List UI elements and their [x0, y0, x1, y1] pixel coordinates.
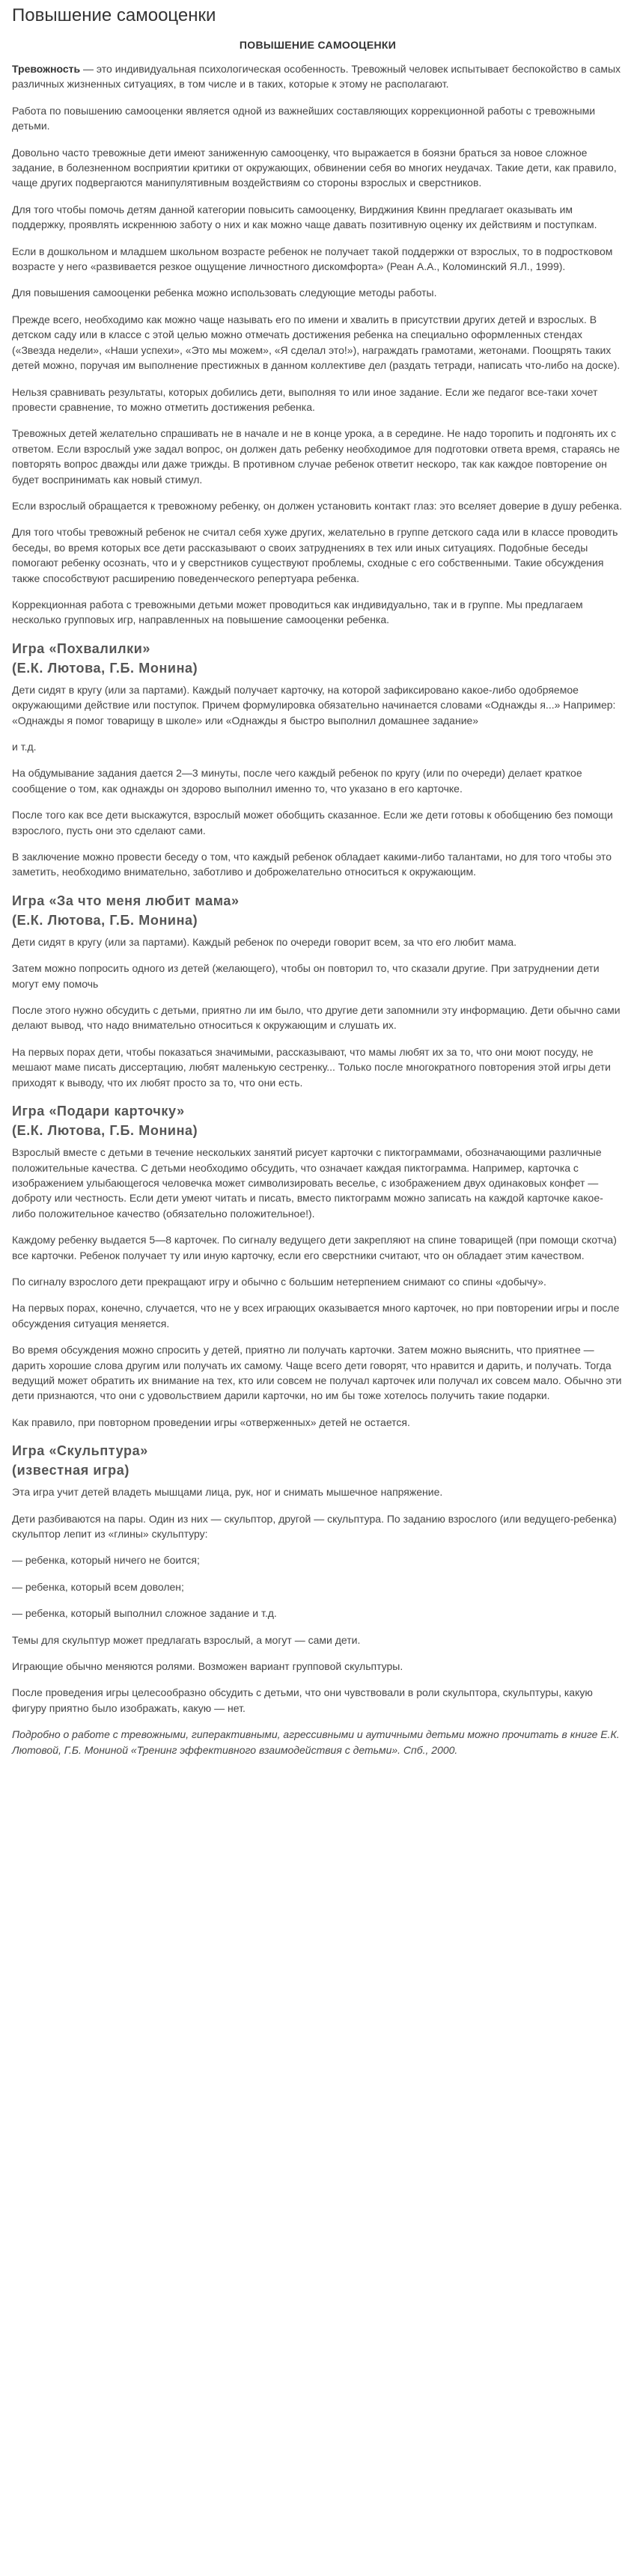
game-body	[12, 1145, 624, 1430]
game-body	[12, 1633, 624, 1716]
paragraph: Во время обсуждения можно спросить у детей, приятно ли получать карточки. Затем можно выяснить, что приятнее — дарить хорошие слова другим или получать их самому. Чаще всего дети говорят, что нравится и дарить, и получать. Тогда ведущий может обратить их внимание на тех, кто или совсем не получал карточек или получал их совсем мало. Обычно эти дети признаются, что они с удовольствием дарили карточки, но им бы тоже хотелось получить такие подарки.	[12, 1344, 622, 1402]
intro-term: Тревожность	[12, 63, 81, 75]
paragraph: Для того чтобы помочь детям данной категории повысить самооценку, Вирджиния Квинн предлагает оказывать им поддержку, проявлять искреннюю заботу о них и как можно чаще давать позитивную оценку их действиям и поступкам.	[12, 203, 597, 231]
game-give-card	[12, 1101, 624, 1430]
game-body	[12, 934, 624, 1090]
game-mom-loves	[12, 891, 624, 1090]
paragraph: Эта игра учит детей владеть мышцами лица, рук, ног и снимать мышечное напряжение.	[12, 1486, 443, 1499]
page-title: Повышение самооценки	[12, 5, 216, 25]
paragraph: Играющие обычно меняются ролями. Возможен вариант групповой скульптуры.	[12, 1660, 403, 1673]
paragraph: Затем можно попросить одного из детей (желающего), чтобы он повторил то, что сказали другие. При затруднении дети могут ему помочь	[12, 962, 600, 990]
paragraph: Если в дошкольном и младшем школьном возрасте ребенок не получает такой поддержки от взрослых, то в подростковом возрасте у него «развивается резкое ощущение личностного дискомфорта» (Реан А.А., Коломинский Я.Л., 1999).	[12, 245, 613, 273]
paragraph: и т.д.	[12, 741, 37, 753]
game-title: Игра «Подари карточку»	[12, 1104, 185, 1119]
game-author: (известная игра)	[12, 1463, 129, 1478]
paragraph: На обдумывание задания дается 2—3 минуты, после чего каждый ребенок по кругу (или по очереди) делает краткое сообщение о том, как однажды он здорово выполнил именно то, что указано в его карточке.	[12, 767, 582, 795]
paragraph: Прежде всего, необходимо как можно чаще называть его по имени и хвалить в присутствии других детей и взрослых. В детском саду или в классе с этой целью можно отмечать достижения ребенка на специально оформленных стендах («Звезда недели», «Наши успехи», «Это мы можем», «Я сделал это!»), награждать грамотами, жетонами. Поощрять таких детей можно, поручая им выполнение престижных в данном коллективе дел (раздать тетради, написать что-либо на доске).	[12, 313, 621, 372]
paragraph: После проведения игры целесообразно обсудить с детьми, что они чувствовали в роли скульптора, скульптуры, какую фигуру приятно было изображать, какую — нет.	[12, 1686, 593, 1714]
intro-section	[12, 103, 624, 628]
paragraph: На первых порах дети, чтобы показаться значимыми, рассказывают, что мамы любят их за то, что они моют посуду, не мешают маме писать диссертацию, любят маленькую сестренку... Только после многократного повторения этой игры дети приходят к выводу, что их любят просто за то, что они есть.	[12, 1045, 611, 1089]
game-author: (Е.К. Лютова, Г.Б. Монина)	[12, 912, 198, 928]
paragraph: После того как все дети выскажутся, взрослый может обобщить сказанное. Если же дети готовы к обобщению без помощи взрослого, пусть они это сделают сами.	[12, 809, 613, 836]
paragraph: Дети сидят в кругу (или за партами). Каждый ребенок по очереди говорит всем, за что его любит мама.	[12, 935, 517, 948]
paragraph: В заключение можно провести беседу о том, что каждый ребенок обладает какими-либо талантами, но для того чтобы это заметить, необходимо внимательно, заботливо и доброжелательно относиться к окружающим.	[12, 851, 612, 878]
intro-text: — это индивидуальная психологическая особенность. Тревожный человек испытывает беспокойство в самых различных жизненных ситуациях, в том числе и в таких, которые к этому не располагают.	[12, 63, 621, 91]
paragraph: Если взрослый обращается к тревожному ребенку, он должен установить контакт глаз: это вселяет доверие в душу ребенка.	[12, 499, 622, 512]
game-author: (Е.К. Лютова, Г.Б. Монина)	[12, 660, 198, 676]
book-credit: Подробно о работе с тревожными, гиперактивными, агрессивными и аутичными детьми можно прочитать в книге Е.К. Лютовой, Г.Б. Мониной «Тренинг эффективного взаимодействия с детьми». Спб., 2000.	[12, 1728, 620, 1756]
paragraph: Тревожных детей желательно спрашивать не в начале и не в конце урока, а в середине. Не надо торопить и подгонять их с ответом. Если взрослый уже задал вопрос, он должен дать ребенку необходимое для подготовки ответа время, стараясь не повторять вопрос дважды или даже трижды. В противном случае ребенок ответит нескоро, так как каждое повторение он будет воспринимать как новый стимул.	[12, 427, 621, 486]
paragraph: Нельзя сравнивать результаты, которых добились дети, выполняя то или иное задание. Если же педагог все-таки хочет провести сравнение, то можно отметить достижения ребенка.	[12, 385, 598, 413]
game-praise	[12, 639, 624, 880]
paragraph: Взрослый вместе с детьми в течение нескольких занятий рисует карточки с пиктограммами, обозначающими различные положительные качества. С детьми необходимо обсудить, что означает каждая пиктограмма. Например, карточка с изображением улыбающегося человечка может символизировать веселье, с изображением двух одинаковых конфет — доброту или честность. Если дети умеют читать и писать, вместо пиктограмм можно записать на каждой карточке какое-либо положительное качество (обязательно положительное!).	[12, 1146, 603, 1220]
paragraph: После этого нужно обсудить с детьми, приятно ли им было, что другие дети запомнили эту информацию. Дети обычно сами делают вывод, что надо внимательно относиться к окружающим и слушать их.	[12, 1004, 621, 1032]
game-body-list	[12, 1484, 624, 1621]
game-title: Игра «Похвалилки»	[12, 640, 151, 656]
paragraph: Работа по повышению самооценки является одной из важнейших составляющих коррекционной работы с тревожными детьми.	[12, 104, 596, 132]
paragraph: — ребенка, который ничего не боится;	[12, 1554, 200, 1567]
paragraph: Коррекционная работа с тревожными детьми может проводиться как индивидуально, так и в группе. Мы предлагаем несколько групповых игр, направленных на повышение самооценки ребенка.	[12, 598, 583, 626]
paragraph: Для повышения самооценки ребенка можно использовать следующие методы работы.	[12, 287, 437, 299]
game-author: (Е.К. Лютова, Г.Б. Монина)	[12, 1123, 198, 1139]
paragraph: По сигналу взрослого дети прекращают игру и обычно с большим нетерпением снимают со спины «добычу».	[12, 1275, 546, 1288]
paragraph: — ребенка, который всем доволен;	[12, 1580, 184, 1593]
paragraph: Дети разбиваются на пары. Один из них — скульптор, другой — скульптура. По заданию взрослого (или ведущего-ребенка) скульптор лепит из «глины» скульптуру:	[12, 1512, 617, 1540]
intro-paragraph	[12, 61, 624, 92]
game-sculpture	[12, 1441, 624, 1716]
paragraph: Для того чтобы тревожный ребенок не считал себя хуже других, желательно в группе детского сада или в классе проводить беседы, во время которых все дети рассказывают о своих затруднениях в тех или иных ситуациях. Подобные беседы помогают ребенку осознать, что и у сверстников существуют проблемы, сходные с его собственными. Такие обсуждения также способствуют расширению поведенческого репертуара ребенка.	[12, 526, 618, 584]
document-heading: ПОВЫШЕНИЕ САМООЦЕНКИ	[239, 39, 397, 51]
paragraph: На первых порах, конечно, случается, что не у всех играющих оказывается много карточек, но при повторении игры и после обсуждения ситуация меняется.	[12, 1302, 620, 1330]
paragraph: Темы для скульптур может предлагать взрослый, а могут — сами дети.	[12, 1633, 361, 1646]
paragraph: Как правило, при повторном проведении игры «отверженных» детей не остается.	[12, 1416, 410, 1428]
paragraph: Дети сидят в кругу (или за партами). Каждый получает карточку, на которой зафиксировано какое-либо одобряемое окружающими действие или поступок. Причем формулировка обязательно начинается словами «Однажды я...» Например: «Однажды я помог товарищу в школе» или «Однажды я быстро выполнил домашнее задание»	[12, 683, 616, 726]
game-body	[12, 682, 624, 880]
game-title: Игра «За что меня любит мама»	[12, 893, 240, 908]
paragraph: Каждому ребенку выдается 5—8 карточек. По сигналу ведущего дети закрепляют на спине товарищей (при помощи скотча) все карточки. Ребенок получает ту или иную карточку, если его сверстники считают, что он обладает этим качеством.	[12, 1234, 617, 1261]
paragraph: — ребенка, который выполнил сложное задание и т.д.	[12, 1607, 277, 1620]
paragraph: Довольно часто тревожные дети имеют заниженную самооценку, что выражается в боязни браться за новое сложное задание, в болезненном восприятии критики от окружающих, обвинении себя во многих неудачах. Такие дети, как правило, чаще других подвергаются манипулятивным воздействиям со стороны взрослых и сверстников.	[12, 146, 617, 189]
game-title: Игра «Скульптура»	[12, 1443, 148, 1459]
